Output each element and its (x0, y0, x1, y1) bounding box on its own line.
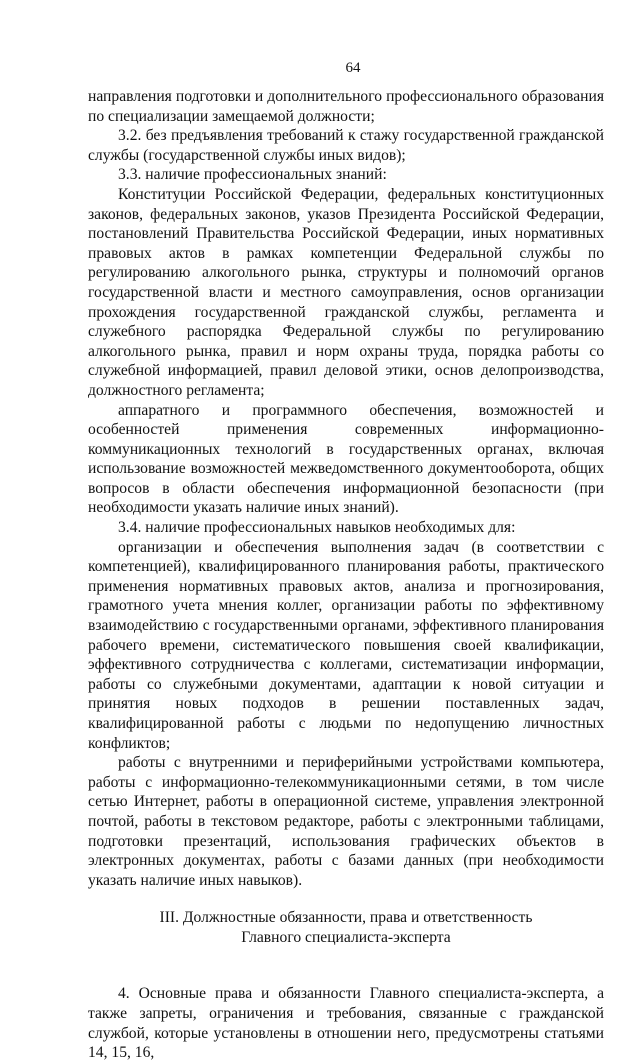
paragraph: работы с внутренними и периферийными устройствами компьютера, работы с информационно-телекоммуникационными сетями, в том числе сетью Интернет, работы в операционной системе, управления электронной почтой, работы в текстовом редакторе, работы с электронными таблицами, подготовки презентаций, использования графических объектов в электронных документах, работы с базами данных (при необходимости указать наличие иных навыков). (88, 754, 604, 889)
paragraph: направления подготовки и дополнительного профессионального образования по специализации замещаемой должности; (88, 88, 604, 125)
body-text-after (88, 984, 604, 1062)
section-heading-line-2: Главного специалиста-эксперта (241, 929, 451, 947)
paragraph: 3.3. наличие профессиональных знаний: (118, 166, 387, 184)
body-text-before (88, 87, 604, 890)
paragraph: 3.2. без предъявления требований к стажу государственной гражданской службы (государственной службы иных видов); (88, 127, 604, 164)
page-number: 64 (345, 60, 361, 76)
paragraph: 4. Основные права и обязанности Главного специалиста-эксперта, а также запреты, ограничения и требования, связанные с гражданской службой, которые установлены в отношении него, предусмотрены статьями 14, 15, 16, (88, 985, 604, 1062)
paragraph: организации и обеспечения выполнения задач (в соответствии с компетенцией), квалифицированного планирования работы, практического применения нормативных правовых актов, анализа и прогнозирования, грамотного учета мнения коллег, организации работы по эффективному взаимодействию с государственными органами, эффективного планирования рабочего времени, систематического повышения своей квалификации, эффективного сотрудничества с коллегами, систематизации информации, работы со служебными документами, адаптации к новой ситуации и принятия новых подходов в решении поставленных задач, квалифицированной работы с людьми по недопущению личностных конфликтов; (88, 538, 604, 752)
section-heading-line-1: III. Должностные обязанности, права и ответственность (159, 909, 533, 927)
section-heading (88, 908, 604, 948)
paragraph: аппаратного и программного обеспечения, возможностей и особенностей применения современных информационно-коммуникационных технологий в государственных органах, включая использование возможностей межведомственного документооборота, общих вопросов в области обеспечения информационной безопасности (при необходимости указать наличие иных знаний). (88, 401, 604, 517)
paragraph: 3.4. наличие профессиональных навыков необходимых для: (118, 519, 516, 537)
paragraph: Конституции Российской Федерации, федеральных конституционных законов, федеральных законов, указов Президента Российской Федерации, постановлений Правительства Российской Федерации, иных нормативных правовых актов в рамках компетенции Федеральной службы по регулированию алкогольного рынка, структуры и полномочий органов государственной власти и местного самоуправления, основ организации прохождения государственной гражданской службы, регламента и служебного распорядка Федеральной службы по регулированию алкогольного рынка, правил и норм охраны труда, порядка работы со служебной информацией, правил деловой этики, основ делопроизводства, должностного регламента; (88, 185, 604, 399)
